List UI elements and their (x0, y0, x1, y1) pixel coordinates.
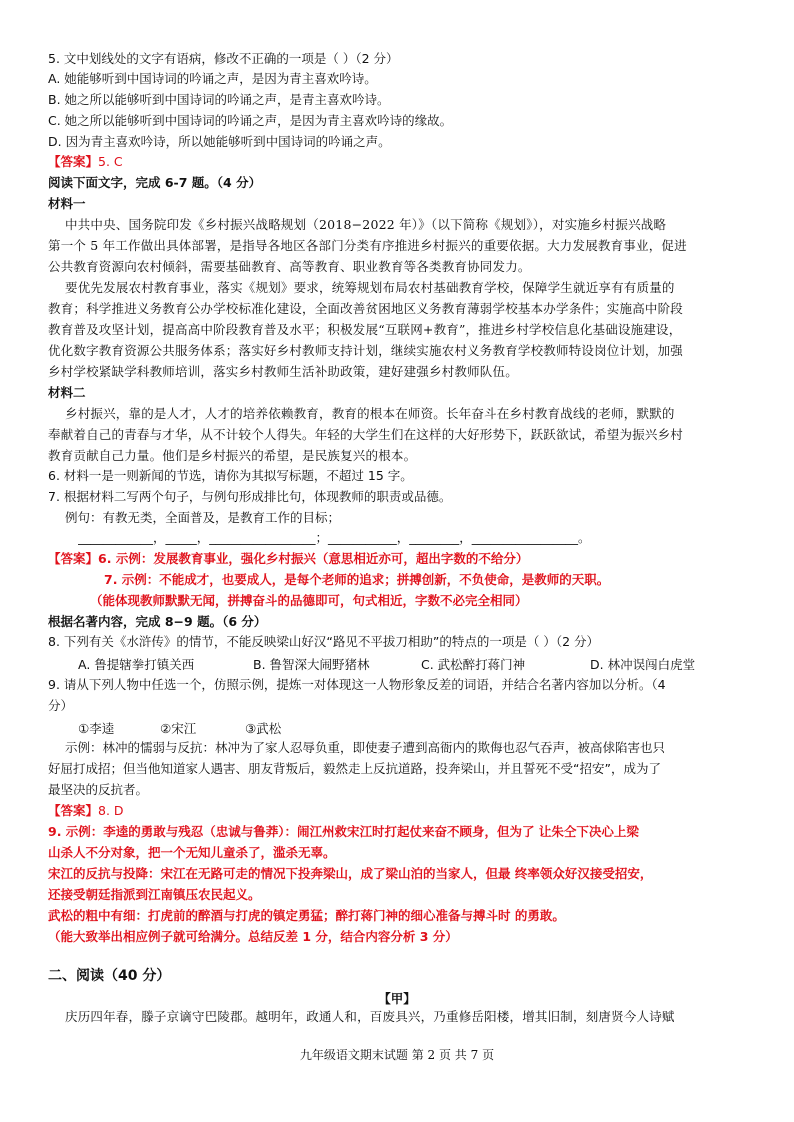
q7-stem: 7. 根据材料二写两个句子，与例句形成排比句，体现教师的职责或品德。 (48, 489, 452, 504)
q9-example-line: 好屈打成招；但当他知道家人遇害、朋友背叛后，毅然走上反抗道路，投奔梁山，并且誓死不受“招安”，成为了 (48, 761, 661, 776)
q9-stem: 9. 请从下列人物中任选一个，仿照示例，提炼一对体现这一人物形象反差的词语，并结合名著内容加以分析。（4 (48, 677, 666, 692)
q9-answer-line: 9. 示例：李逵的勇敢与残忍（忠诚与鲁莽）：闹江州救宋江时打起仗来奋不顾身，但为了 让朱仝下决心上梁 (48, 824, 639, 839)
q9-stem-cont: 分） (48, 698, 74, 713)
q8-option-b: B. 鲁智深大闹野猪林 (253, 657, 370, 672)
q5-answer (48, 154, 752, 170)
reading-67-intro: 阅读下面文字，完成 6-7 题。（4 分） (48, 175, 262, 190)
material1-line: 优化数字教育资源公共服务体系；落实好乡村教师支持计划，继续实施农村义务教育学校教师特设岗位计划，加强 (48, 343, 684, 358)
q5-option-a: A. 她能够听到中国诗词的吟诵之声，是因为青主喜欢吟诗。 (48, 71, 377, 86)
q8-option-a: A. 鲁提辖拳打镇关西 (78, 657, 195, 672)
q6-answer-text: 6. 示例：发展教育事业，强化乡村振兴（意思相近亦可，超出字数的不给分） (98, 551, 529, 566)
material1-line: 教育普及攻坚计划，提高高中阶段教育普及水平；积极发展“互联网+教育”，推进乡村学校信息化基础设施建设， (48, 322, 682, 337)
passage-line: 庆历四年春，滕子京谪守巴陵郡。越明年，政通人和，百废具兴，乃重修岳阳楼，增其旧制，刻唐贤今人诗赋 (65, 1009, 675, 1024)
q5-answer-text: 5. C (98, 154, 123, 169)
material1-title: 材料一 (48, 196, 86, 211)
page-footer: 九年级语文期末试题 第 2 页 共 7 页 (299, 1048, 495, 1062)
q9-answer-note: （能大致举出相应例子就可给满分。总结反差 1 分，结合内容分析 3 分） (48, 929, 458, 944)
material1-line: 中共中央、国务院印发《乡村振兴战略规划（2018−2022 年）》（以下简称《规划》），对实施乡村振兴战略 (65, 217, 667, 232)
q9-character-song-jiang: ②宋江 (160, 721, 197, 736)
answer-label: 【答案】 (48, 154, 99, 169)
material1-line: 教育；科学推进义务教育公办学校标准化建设，全面改善贫困地区义务教育薄弱学校基本办学条件；实施高中阶段 (48, 301, 684, 316)
material1-line: 公共教育资源向农村倾斜，需要基础教育、高等教育、职业教育等各类教育协同发力。 (48, 259, 531, 274)
q5-option-c: C. 她之所以能够听到中国诗词的吟诵之声，是因为青主喜欢吟诗的缘故。 (48, 113, 453, 128)
material2-title: 材料二 (48, 385, 86, 400)
q9-answer-line: 还接受朝廷指派到江南镇压农民起义。 (48, 887, 261, 902)
q9-answer-line: 武松的粗中有细：打虎前的醉酒与打虎的镇定勇猛；醉打蒋门神的细心准备与搏斗时 的勇敢。 (48, 908, 565, 923)
q8-options (78, 655, 748, 671)
q7-answer-blanks: ____________，_____，_________________；___________，________，_________________。 (78, 530, 591, 545)
q9-example-line: 示例：林冲的懦弱与反抗：林冲为了家人忍辱负重，即使妻子遭到高衙内的欺侮也忍气吞声，被高俅陷害也只 (65, 740, 666, 755)
q9-answer-line: 山杀人不分对象，把一个无知儿童杀了，滥杀无辜。 (48, 845, 336, 860)
q89-answer (48, 803, 752, 819)
material2-line: 教育贡献自己力量。他们是乡村振兴的希望，是民族复兴的根本。 (48, 448, 417, 463)
material1-line: 第一个 5 年工作做出具体部署，是指导各地区各部门分类有序推进乡村振兴的重要依据。大力发展教育事业，促进 (48, 238, 687, 253)
q8-option-d: D. 林冲误闯白虎堂 (590, 657, 696, 672)
material2-line: 乡村振兴，靠的是人才，人才的培养依赖教育，教育的根本在师资。长年奋斗在乡村教育战线的老师，默默的 (65, 406, 675, 421)
q8-option-c: C. 武松醉打蒋门神 (421, 657, 526, 672)
material1-line: 要优先发展农村教育事业，落实《规划》要求，统筹规划布局农村基础教育学校，保障学生就近享有有质量的 (65, 280, 675, 295)
q67-answer (48, 551, 752, 567)
passage-title: 【甲】 (378, 991, 416, 1006)
q9-character-list (78, 719, 378, 735)
q9-example-line: 最坚决的反抗者。 (48, 782, 149, 797)
q5-option-d: D. 因为青主喜欢吟诗，所以她能够听到中国诗词的吟诵之声。 (48, 134, 391, 149)
q7-answer-note: （能体现教师默默无闻，拼搏奋斗的品德即可，句式相近，字数不必完全相同） (90, 593, 528, 608)
q9-answer-line: 宋江的反抗与投降：宋江在无路可走的情况下投奔梁山，成了梁山泊的当家人，但最 终率领众好汉接受招安， (48, 866, 653, 881)
q8-answer-text: 8. D (98, 803, 124, 818)
answer-label: 【答案】 (48, 803, 99, 818)
q9-character-li-kui: ①李逵 (78, 721, 115, 736)
q5-stem: 5. 文中划线处的文字有语病，修改不正确的一项是（ ）（2 分） (48, 51, 399, 66)
reading-89-intro: 根据名著内容，完成 8−9 题。（6 分） (48, 614, 267, 629)
q6-stem: 6. 材料一是一则新闻的节选，请你为其拟写标题，不超过 15 字。 (48, 468, 413, 483)
q8-stem: 8. 下列有关《水浒传》的情节，不能反映梁山好汉“路见不平拔刀相助”的特点的一项是（ ）（2 分） (48, 634, 600, 649)
q9-character-wu-song: ③武松 (245, 721, 282, 736)
q7-example: 例句：有教无类，全面普及，是教育工作的目标； (65, 510, 341, 525)
material2-line: 奉献着自己的青春与才华，从不计较个人得失。年轻的大学生们在这样的大好形势下，跃跃欲试，希望为振兴乡村 (48, 427, 684, 442)
material1-line: 乡村学校紧缺学科教师培训，落实乡村教师生活补助政策，建好建强乡村教师队伍。 (48, 364, 518, 379)
q7-answer-text: 7. 示例：不能成才，也要成人，是每个老师的追求；拼搏创新，不负使命，是教师的天职。 (104, 572, 610, 587)
q5-option-b: B. 她之所以能够听到中国诗词的吟诵之声，是青主喜欢吟诗。 (48, 92, 390, 107)
answer-label: 【答案】 (48, 551, 99, 566)
section-heading: 二、阅读（40 分） (48, 968, 171, 984)
